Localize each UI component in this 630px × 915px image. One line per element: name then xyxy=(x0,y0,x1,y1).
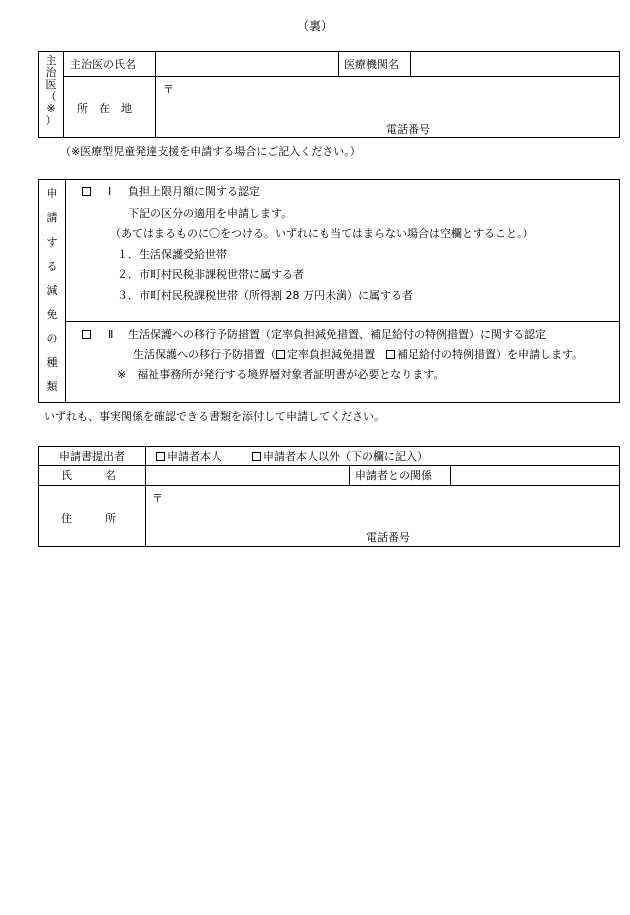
institution-label: 医療機関名 xyxy=(344,58,399,71)
section-1-item-2: ２．市町村民税非課税世帯に属する者 xyxy=(117,268,304,281)
doctor-phone-label: 電話番号 xyxy=(386,123,430,136)
doctor-postal-mark: 〒 xyxy=(163,83,174,96)
section-1-item-3: ３．市町村民税課税世帯（所得割 28 万円未満）に属する者 xyxy=(117,289,413,302)
section-2-line1: 生活保護への移行予防措置（ 定率負担減免措置 補足給付の特例措置）を申請します。 xyxy=(133,348,584,361)
doctor-note: （※医療型児童発達支援を申請する場合にご記入ください。） xyxy=(60,145,361,158)
section-2-numeral: Ⅱ xyxy=(108,328,114,341)
fixed-rate-reduction-checkbox[interactable] xyxy=(276,350,285,359)
submitter-postal-mark: 〒 xyxy=(152,492,163,505)
submitter-label: 申請書提出者 xyxy=(59,450,125,463)
section-1-line1: 下記の区分の適用を申請します。 xyxy=(128,207,293,220)
submitter-phone-label: 電話番号 xyxy=(366,531,410,544)
attach-note: いずれも、事実関係を確認できる書類を添付して申請してください。 xyxy=(44,410,385,423)
doctor-address-label: 所 在 地 xyxy=(77,102,132,115)
doctor-name-label: 主治医の氏名 xyxy=(70,58,136,71)
other-checkbox[interactable] xyxy=(252,452,261,461)
page-title: （裏） xyxy=(296,19,333,33)
section-1-item-1: １．生活保護受給世帯 xyxy=(117,248,227,261)
section-1-title: 負担上限月額に関する認定 xyxy=(128,185,260,198)
section-1-numeral: Ⅰ xyxy=(108,185,112,198)
section-1-line2: （あてはまるものに〇をつける。いずれにも当てはまらない場合は空欄とすること。） xyxy=(110,227,534,240)
section-2-checkbox[interactable] xyxy=(82,330,91,339)
section-2-note: ※ 福祉事務所が発行する境界層対象者証明書が必要となります。 xyxy=(117,368,445,381)
section-2-title: 生活保護への移行予防措置（定率負担減免措置、補足給付の特例措置）に関する認定 xyxy=(128,328,546,341)
submitter-option-self: 申請者本人 xyxy=(156,451,222,462)
relation-label: 申請者との関係 xyxy=(355,469,432,482)
submitter-address-label: 住 所 xyxy=(61,512,116,525)
supplementary-benefit-checkbox[interactable] xyxy=(386,350,395,359)
submitter-name-label: 氏 名 xyxy=(61,469,116,482)
submitter-option-other: 申請者本人以外（下の欄に記入） xyxy=(252,451,428,462)
section-1-checkbox[interactable] xyxy=(82,187,91,196)
self-checkbox[interactable] xyxy=(156,452,165,461)
